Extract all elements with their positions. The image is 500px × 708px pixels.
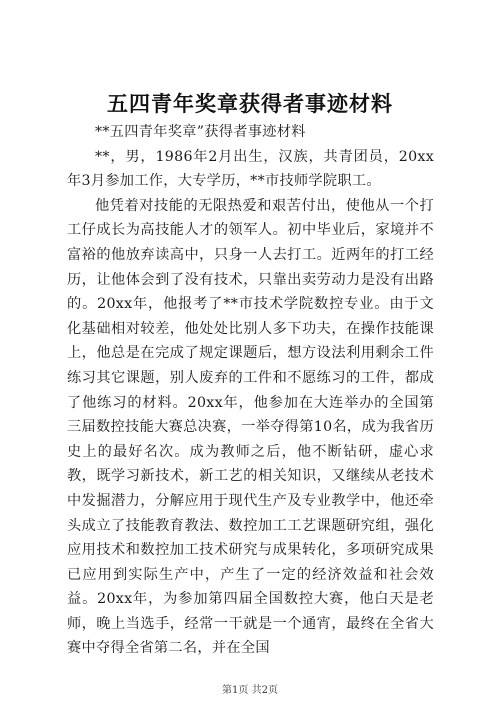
paragraph-profile: **，男，1986年2月出生，汉族，共青团员，20xx年3月参加工作，大专学历，**市技师学院职工。 [67, 148, 434, 190]
page-number-footer: 第1页 共2页 [222, 685, 278, 696]
document-title: 五四青年奖章获得者事迹材料 [107, 92, 393, 116]
paragraph-story: 他凭着对技能的无限热爱和艰苦付出，使他从一个打工仔成长为高技能人才的领军人。初中毕业后，家境并不富裕的他放弃读高中，只身一人去打工。近两年的打工经历，让他体会到了没有技术，只靠出卖劳动力是没有出路的。20xx年，他报考了**市技术学院数控专业。由于文化基础相对较差，他处处比别人多下功夫，在操作技能课上，他总是在完成了规定课题后，想方设法利用剩余工件练习其它课题，别人废弃的工件和不愿练习的工件，都成了他练习的材料。20xx年，他参加在大连举办的全国第三届数控技能大赛总决赛，一举夺得第10名，成为我省历史上的最好名次。成为教师之后，他不断钻研，虚心求教，既学习新技术，新工艺的相关知识，又继续从老技术中发掘潜力，分解应用于现代生产及专业教学中，他还牵头成立了技能教育教法、数控加工工艺课题研究组，强化应用技术和数控加工技术研究与成果转化，多项研究成果已应用到实际生产中，产生了一定的经济效益和社会效益。20xx年，为参加第四届全国数控大赛，他白天是老师，晚上当选手，经常一干就是一个通宵，最终在全省大赛中夺得全省第二名，并在全国 [67, 197, 434, 657]
document-body [67, 120, 434, 661]
paragraph-subtitle: **五四青年奖章”获得者事迹材料 [95, 124, 306, 140]
